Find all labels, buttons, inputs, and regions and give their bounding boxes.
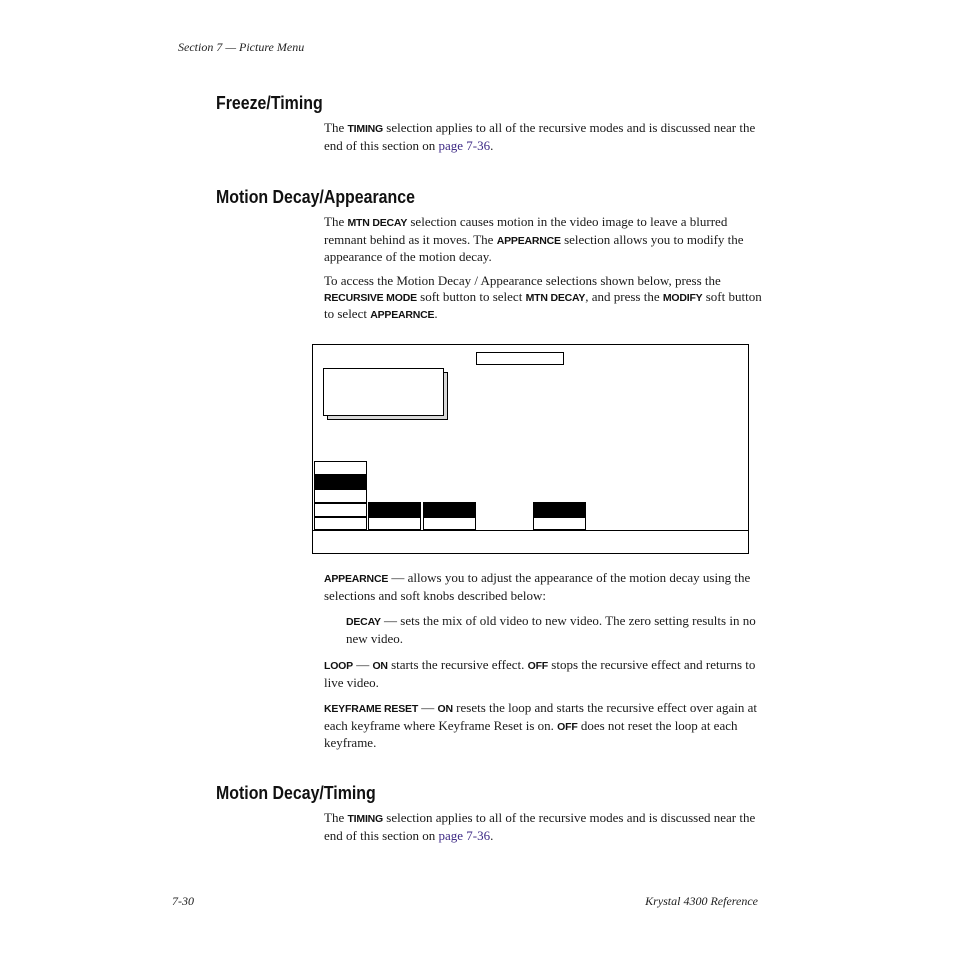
keyword-modify: MODIFY: [662, 291, 703, 304]
soft-button-5[interactable]: [314, 517, 367, 530]
soft-button-3[interactable]: [314, 489, 367, 503]
keyword-decay: DECAY: [346, 616, 381, 628]
heading-motion-decay-appearance: Motion Decay/Appearance: [216, 186, 415, 207]
keyword-timing: TIMING: [347, 813, 384, 825]
access-instructions-paragraph: To access the Motion Decay / Appearance selections shown below, press the RECURSIVE MODE soft button to select MTN DECAY, and press the MODIFY soft button to select APPEARNCE.: [324, 273, 762, 321]
popup-window: [323, 368, 444, 416]
soft-button-1[interactable]: [314, 461, 367, 475]
keyword-timing: TIMING: [347, 123, 384, 135]
knob-label-3: [533, 502, 586, 517]
keyword-on: ON: [437, 703, 453, 715]
keyword-appearnce: APPEARNCE: [496, 234, 561, 247]
freeze-timing-paragraph: The TIMING selection applies to all of the recursive modes and is discussed near the end of this section on page 7-36.: [324, 120, 756, 153]
heading-freeze-timing: Freeze/Timing: [216, 92, 323, 113]
page-link-7-36[interactable]: page 7-36: [438, 827, 491, 843]
decay-description: DECAY — sets the mix of old video to new video. The zero setting results in no new video.: [346, 613, 756, 646]
running-header: Section 7 — Picture Menu: [178, 40, 305, 54]
soft-button-2-selected[interactable]: [314, 475, 367, 489]
keyword-mtn-decay: MTN DECAY: [525, 291, 586, 304]
soft-button-4[interactable]: [314, 503, 367, 517]
knob-label-1: [368, 502, 421, 517]
keyword-appearnce: APPEARNCE: [324, 573, 389, 585]
heading-motion-decay-timing: Motion Decay/Timing: [216, 782, 376, 803]
status-bar-divider: [313, 530, 748, 531]
knob-label-2: [423, 502, 476, 517]
keyword-on: ON: [372, 660, 388, 672]
motion-decay-intro-paragraph: The MTN DECAY selection causes motion in the video image to leave a blurred remnant behind as it moves. The APPEARNCE selection allows you to modify the appearance of the motion decay.: [324, 214, 744, 264]
knob-value-3[interactable]: [533, 517, 586, 530]
keyword-keyframe-reset: KEYFRAME RESET: [324, 703, 419, 715]
keyword-mtn-decay: MTN DECAY: [347, 217, 408, 229]
motion-decay-timing-paragraph: The TIMING selection applies to all of the recursive modes and is discussed near the end of this section on page 7-36.: [324, 810, 756, 843]
document-title: Krystal 4300 Reference: [645, 894, 758, 908]
keyword-off: OFF: [527, 660, 549, 672]
page-link-7-36[interactable]: page 7-36: [438, 137, 491, 153]
keyword-recursive-mode: RECURSIVE MODE: [324, 291, 417, 304]
appearnce-description: APPEARNCE — allows you to adjust the appearance of the motion decay using the selections and soft knobs described below:: [324, 570, 751, 603]
knob-value-2[interactable]: [423, 517, 476, 530]
knob-value-1[interactable]: [368, 517, 421, 530]
menu-screen-diagram: [312, 344, 749, 554]
keyframe-reset-description: KEYFRAME RESET — ON resets the loop and starts the recursive effect over again at each keyframe where Keyframe Reset is on. OFF does not reset the loop at each keyframe.: [324, 700, 757, 750]
keyword-loop: LOOP: [324, 660, 353, 672]
menu-title-box: [476, 352, 564, 365]
keyword-off: OFF: [557, 720, 578, 733]
loop-description: LOOP — ON starts the recursive effect. OFF stops the recursive effect and returns to live video.: [324, 657, 756, 690]
page-number: 7-30: [172, 894, 194, 908]
keyword-appearnce: APPEARNCE: [370, 309, 435, 321]
